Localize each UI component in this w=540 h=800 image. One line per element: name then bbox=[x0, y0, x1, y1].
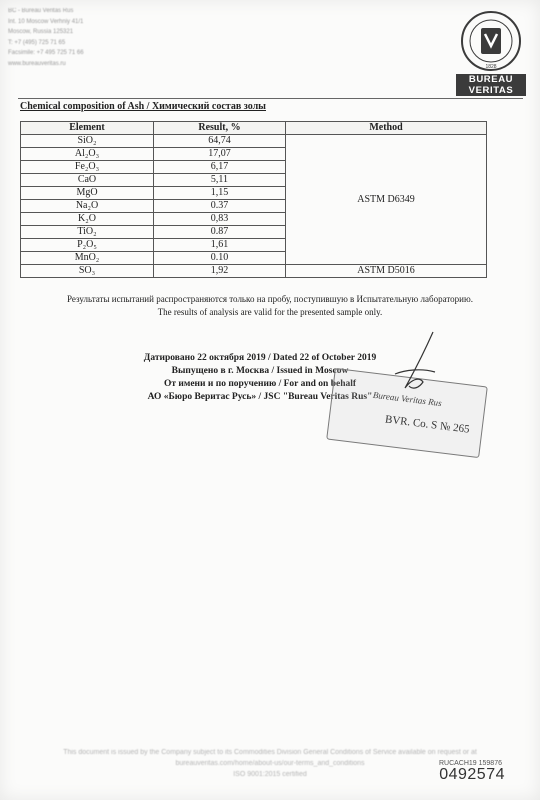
result-cell: 1,15 bbox=[154, 187, 286, 200]
result-cell: 0,83 bbox=[154, 213, 286, 226]
result-cell: 0.87 bbox=[154, 226, 286, 239]
footer-terms-line: This document is issued by the Company subject to its Commodities Division General Conditions of Service available on request or at bbox=[63, 749, 477, 756]
method-cell: ASTM D5016 bbox=[286, 265, 487, 278]
company-address-block bbox=[8, 6, 84, 69]
element-cell: Al₂O₃ bbox=[21, 148, 154, 161]
result-cell: 0.10 bbox=[154, 252, 286, 265]
address-line: Int. 10 Moscow Verhniy 41/1 bbox=[8, 18, 84, 25]
method-cell: ASTM D6349 bbox=[286, 135, 487, 265]
element-cell: Fe₂O₃ bbox=[21, 161, 154, 174]
header-divider bbox=[18, 98, 523, 99]
dated-line: Датировано 22 октября 2019 / Dated 22 of October 2019 bbox=[143, 353, 377, 363]
result-cell: 64,74 bbox=[154, 135, 286, 148]
table-header-row bbox=[21, 122, 487, 135]
bureau-veritas-logo bbox=[456, 10, 526, 96]
document-reference: RUCACH19 159876 bbox=[438, 760, 502, 767]
column-header-element: Element bbox=[21, 122, 154, 135]
handwritten-signature bbox=[375, 330, 445, 400]
logo-seal-icon bbox=[456, 10, 526, 72]
element-cell: MnO₂ bbox=[21, 252, 154, 265]
footer-url-line: bureauveritas.com/home/about-us/our-terms_and_conditions bbox=[175, 760, 365, 767]
logo-wordmark bbox=[456, 74, 526, 96]
result-cell: 1,92 bbox=[154, 265, 286, 278]
validity-note-ru: Результаты испытаний распространяются только на пробу, поступившую в Испытательную лабораторию. bbox=[67, 294, 473, 304]
behalf-line: От имени и по поручению / For and on behalf bbox=[163, 379, 357, 389]
column-header-method: Method bbox=[286, 122, 487, 135]
address-line: www.bureauveritas.ru bbox=[8, 60, 66, 67]
element-cell: K₂O bbox=[21, 213, 154, 226]
table-row bbox=[21, 265, 487, 278]
address-line: T: +7 (495) 725 71 65 bbox=[8, 39, 66, 46]
element-cell: MgO bbox=[21, 187, 154, 200]
element-cell: CaO bbox=[21, 174, 154, 187]
element-cell: Na₂O bbox=[21, 200, 154, 213]
logo-line-2: VERITAS bbox=[468, 85, 514, 96]
logo-year: 1828 bbox=[485, 64, 497, 70]
element-cell: TiO₂ bbox=[21, 226, 154, 239]
address-line: BC - Bureau Veritas Rus bbox=[8, 8, 74, 14]
logo-line-1: BUREAU bbox=[468, 74, 514, 85]
footer-iso-line: ISO 9001:2015 certified bbox=[233, 771, 307, 778]
section-heading: Chemical composition of Ash / Химический состав золы bbox=[20, 101, 266, 112]
result-cell: 0.37 bbox=[154, 200, 286, 213]
company-line: АО «Бюро Веритас Русь» / JSC "Bureau Veritas Rus" bbox=[147, 392, 373, 402]
address-line: Moscow, Russia 125321 bbox=[8, 29, 74, 35]
validity-note-en: The results of analysis are valid for the presented sample only. bbox=[157, 307, 383, 317]
element-cell: SO₃ bbox=[21, 265, 154, 278]
element-cell: SiO₂ bbox=[21, 135, 154, 148]
result-cell: 5,11 bbox=[154, 174, 286, 187]
result-cell: 6,17 bbox=[154, 161, 286, 174]
result-cell: 17,07 bbox=[154, 148, 286, 161]
table-row bbox=[21, 135, 487, 148]
result-cell: 1,61 bbox=[154, 239, 286, 252]
address-line: Facsimile: +7 495 725 71 66 bbox=[8, 50, 84, 56]
column-header-result: Result, % bbox=[154, 122, 286, 135]
issued-line: Выпущено в г. Москва / Issued in Moscow bbox=[171, 366, 349, 376]
serial-number: 0492574 bbox=[439, 766, 505, 783]
ash-composition-table bbox=[20, 121, 487, 278]
element-cell: P₂O₅ bbox=[21, 239, 154, 252]
stamp-line-1: Bureau Veritas Rus bbox=[372, 389, 443, 409]
stamp-line-2: BVR. Co. S № 265 bbox=[384, 413, 471, 436]
